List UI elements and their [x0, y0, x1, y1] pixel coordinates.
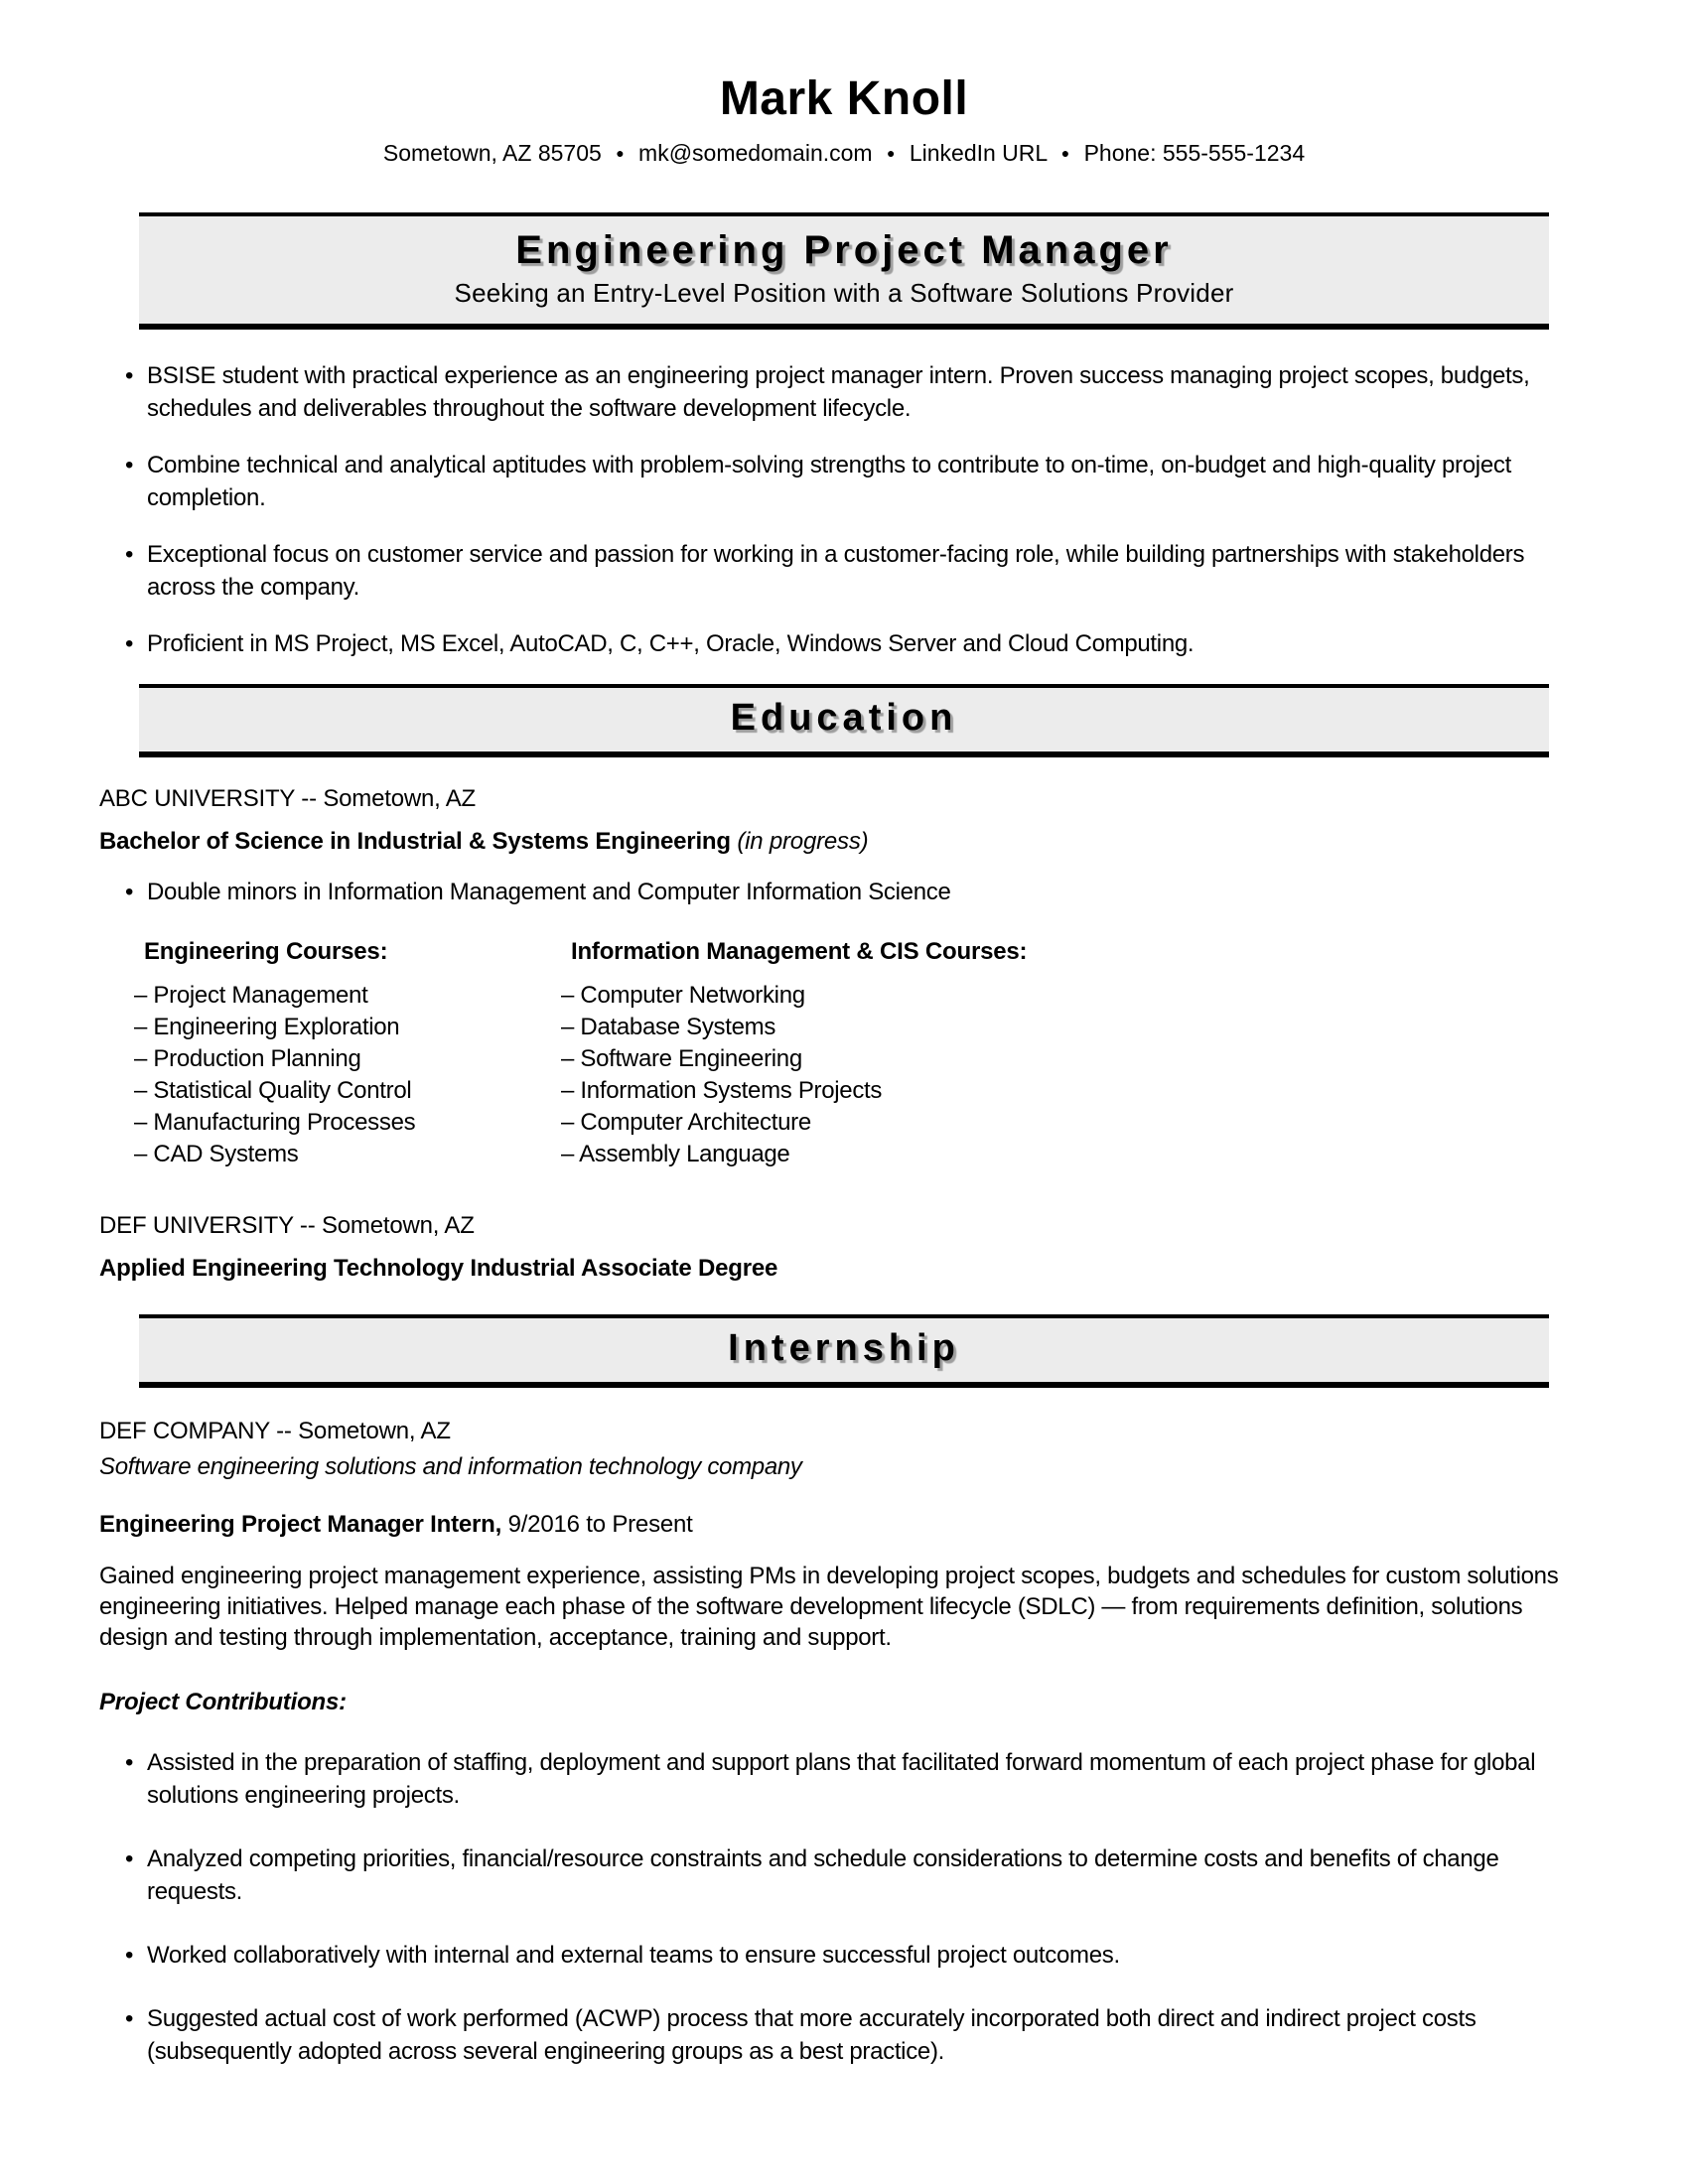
- course-item: – Project Management: [134, 982, 368, 1009]
- internship-section-banner: [139, 1314, 1549, 1388]
- resume-objective: Seeking an Entry-Level Position with a Software Solutions Provider: [454, 278, 1234, 308]
- school-name: ABC UNIVERSITY -- Sometown, AZ: [99, 785, 476, 812]
- course-item: – Software Engineering: [561, 1045, 802, 1072]
- contribution-bullet: • Worked collaboratively with internal and external teams to ensure successful project outcomes.: [125, 1939, 1589, 1972]
- resume-title: Engineering Project Manager: [515, 228, 1173, 272]
- school-name: DEF UNIVERSITY -- Sometown, AZ: [99, 1212, 475, 1239]
- summary-list: [125, 359, 1589, 660]
- course-item: – Manufacturing Processes: [134, 1109, 416, 1136]
- course-item: – Database Systems: [561, 1014, 776, 1040]
- bullet-separator-icon: ●: [616, 145, 625, 161]
- candidate-name: Mark Knoll: [719, 72, 969, 125]
- degree-title: Bachelor of Science in Industrial & Systems Engineering: [99, 828, 731, 855]
- company-description: Software engineering solutions and information technology company: [99, 1453, 802, 1480]
- contributions-heading: Project Contributions:: [99, 1689, 347, 1715]
- degree-line: [99, 828, 1589, 856]
- course-item: – Production Planning: [134, 1045, 361, 1072]
- degree-title: Applied Engineering Technology Industrial Associate Degree: [99, 1255, 778, 1282]
- course-item: – Information Systems Projects: [561, 1077, 883, 1104]
- summary-bullet: • Proficient in MS Project, MS Excel, AutoCAD, C, C++, Oracle, Windows Server and Cloud Computing.: [125, 627, 1589, 660]
- contribution-bullet: • Suggested actual cost of work performed (ACWP) process that more accurately incorporated both direct and indirect project costs (subsequently adopted across several engineering groups as a best practice).: [125, 2002, 1589, 2068]
- minors-bullet: • Double minors in Information Management and Computer Information Science: [125, 876, 1589, 908]
- job-summary-paragraph: Gained engineering project management experience, assisting PMs in developing project scopes, budgets and schedules for custom solutions engineering initiatives. Helped manage each phase of the software development lifecycle (SDLC) — from requirements definition, solutions design and testing through implementation, acceptance, training and support.: [99, 1563, 1559, 1651]
- course-item: – Engineering Exploration: [134, 1014, 400, 1040]
- role-dates: 9/2016 to Present: [507, 1511, 693, 1538]
- contribution-bullet: • Assisted in the preparation of staffing, deployment and support plans that facilitated forward momentum of each project phase for global solutions engineering projects.: [125, 1746, 1589, 1812]
- contact-phone: Phone: 555-555-1234: [1083, 140, 1306, 166]
- contact-location: Sometown, AZ 85705: [382, 140, 602, 166]
- cis-courses-column: [561, 938, 1027, 1170]
- company-name: DEF COMPANY -- Sometown, AZ: [99, 1418, 451, 1444]
- degree-status-note: (in progress): [737, 828, 869, 855]
- course-item: – Computer Networking: [561, 982, 805, 1009]
- contribution-bullet: • Analyzed competing priorities, financial/resource constraints and schedule considerations to determine costs and benefits of change requests.: [125, 1843, 1589, 1908]
- summary-bullet: • Exceptional focus on customer service and passion for working in a customer-facing role, while building partnerships with stakeholders across the company.: [125, 538, 1589, 604]
- contact-linkedin: LinkedIn URL: [909, 140, 1048, 166]
- course-columns: [134, 938, 1589, 1170]
- education-heading: Education: [730, 697, 958, 739]
- role-line: [99, 1511, 1589, 1539]
- summary-bullet: • Combine technical and analytical aptitudes with problem-solving strengths to contribute to on-time, on-budget and high-quality project completion.: [125, 449, 1589, 514]
- course-item: – Assembly Language: [561, 1141, 790, 1167]
- course-list: [134, 980, 561, 1170]
- title-banner: [139, 212, 1549, 330]
- summary-bullet: • BSISE student with practical experience as an engineering project manager intern. Proven success managing project scopes, budgets, schedules and deliverables throughout the software development lifecycle.: [125, 359, 1589, 425]
- degree-line: [99, 1255, 1589, 1283]
- course-item: – CAD Systems: [134, 1141, 299, 1167]
- contact-line: [99, 139, 1589, 167]
- bullet-separator-icon: ●: [886, 145, 896, 161]
- course-list: [561, 980, 1027, 1170]
- internship-heading: Internship: [728, 1327, 960, 1369]
- engineering-courses-column: [134, 938, 561, 1170]
- course-item: – Statistical Quality Control: [134, 1077, 412, 1104]
- role-title: Engineering Project Manager Intern,: [99, 1511, 502, 1538]
- bullet-separator-icon: ●: [1060, 145, 1070, 161]
- course-item: – Computer Architecture: [561, 1109, 811, 1136]
- course-column-heading: Information Management & CIS Courses:: [571, 938, 1028, 965]
- contributions-list: [125, 1746, 1589, 2068]
- contact-email: mk@somedomain.com: [638, 140, 873, 166]
- course-column-heading: Engineering Courses:: [144, 938, 388, 965]
- minors-list: [125, 876, 1589, 908]
- education-section-banner: [139, 684, 1549, 757]
